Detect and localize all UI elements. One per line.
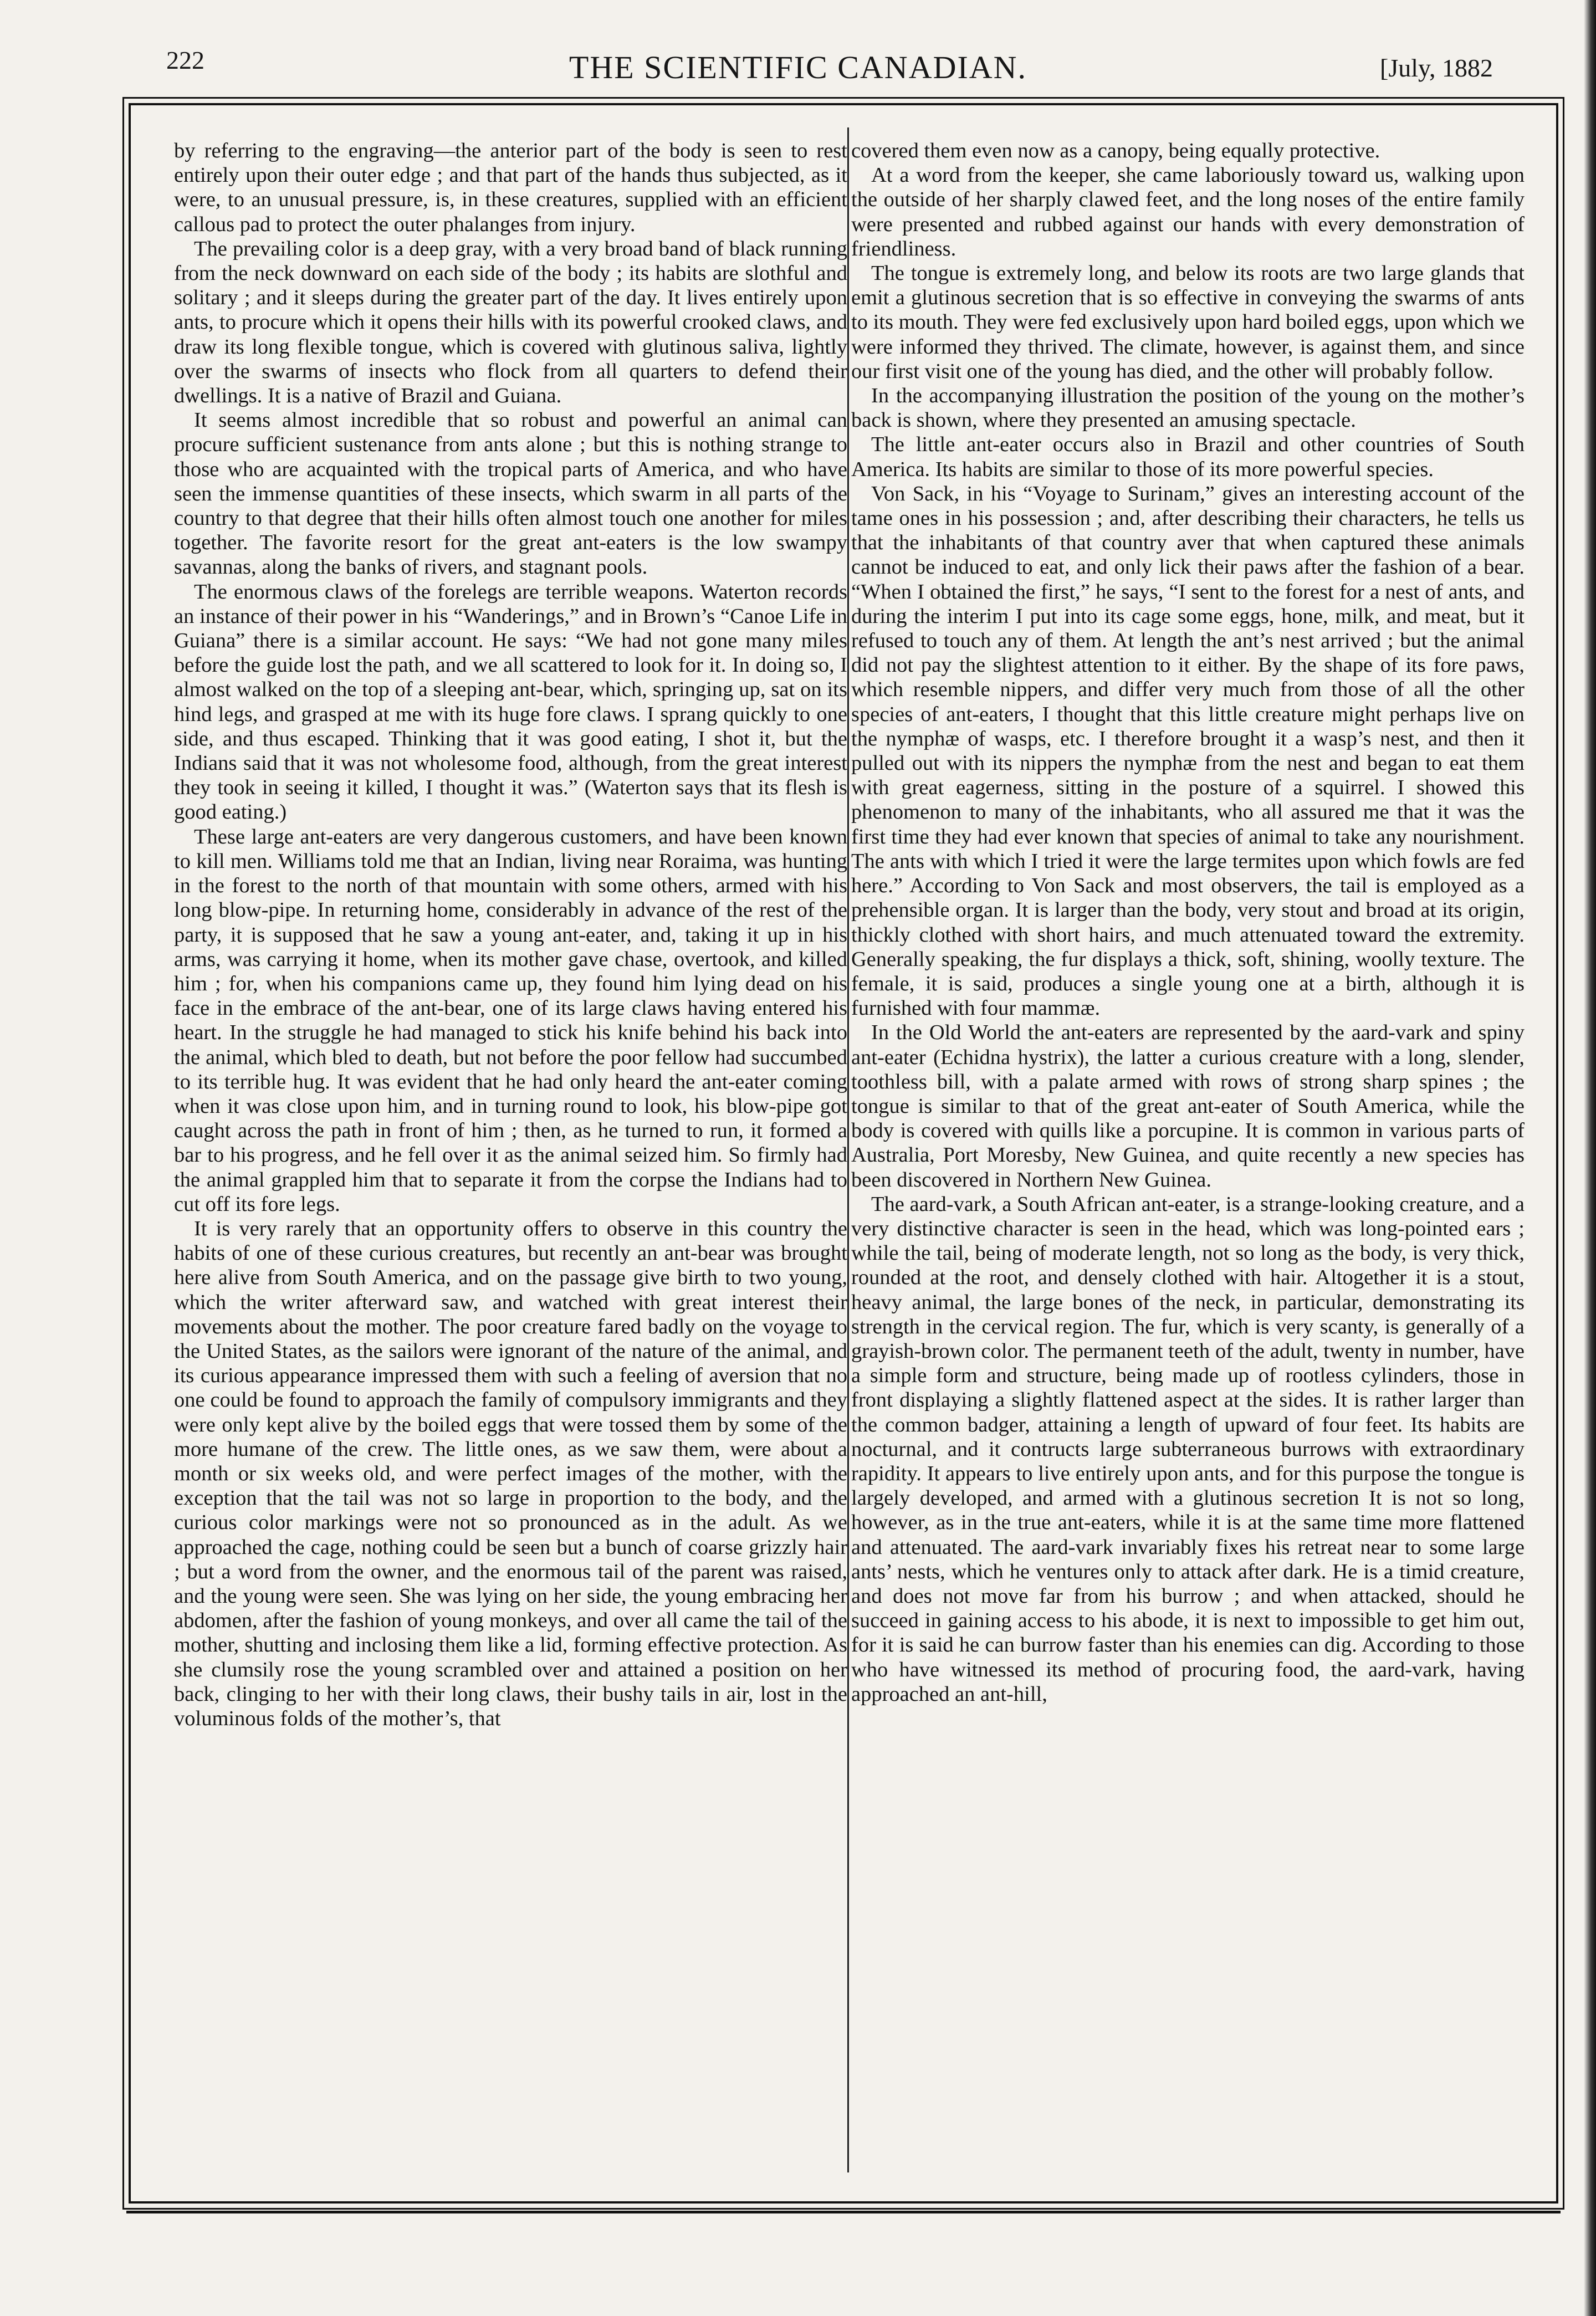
paragraph: In the accompanying illustration the position of the young on the mother’s back is shown, where they presented an amusing spectacle.: [851, 384, 1525, 432]
paragraph: The aard-vark, a South African ant-eater, is a strange-looking creature, and a very distinctive character is seen in the head, which was long-pointed ears ; while the tail, being of moderate length, not so long as the body, is very thick, rounded at the root, and densely clothed with hair. Altogether it is a stout, heavy animal, the large bones of the neck, in particular, demonstrating its strength in the cervical region. The fur, which is very scanty, is generally of a grayish-brown color. The permanent teeth of the adult, twenty in number, have a simple form and structure, being made up of rootless cylinders, those in front displaying a slightly flattened aspect at the sides. It is rather larger than the common badger, attaining a length of upward of four feet. Its habits are nocturnal, and it contructs large subterraneous burrows with extraordinary rapidity. It appears to live entirely upon ants, and for this purpose the tongue is largely developed, and armed with a glutinous secretion It is not so long, however, as in the true ant-eaters, while it is at the same time more flattened and attenuated. The aard-vark invariably fixes his retreat near to some large ants’ nests, which he ventures only to attack after dark. He is a timid creature, and does not move far from his burrow ; and when attacked, should he succeed in gaining access to his abode, it is next to impossible to get him out, for it is said he can burrow faster than his enemies can dig. According to those who have witnessed its method of procuring food, the aard-vark, having approached an ant-hill,: [851, 1192, 1525, 1706]
page-number: 222: [166, 46, 204, 74]
paragraph: The prevailing color is a deep gray, with a very broad band of black running from the neck downward on each side of the body ; its habits are slothful and solitary ; and it sleeps during the greater part of the day. It lives entirely upon ants, to procure which it opens their hills with its powerful crooked claws, and draw its long flexible tongue, which is covered with glutinous saliva, lightly over the swarms of insects who flock from all quarters to defend their dwellings. It is a native of Brazil and Guiana.: [174, 237, 847, 408]
right-column: [851, 139, 1525, 2167]
paragraph: The enormous claws of the forelegs are terrible weapons. Waterton records an instance of their power in his “Wanderings,” and in Brown’s “Canoe Life in Guiana” there is a similar account. He says: “We had not gone many miles before the guide lost the path, and we all scattered to look for it. In doing so, I almost walked on the top of a sleeping ant-bear, which, springing up, sat on its hind legs, and grasped at me with its huge fore claws. I sprang quickly to one side, and thus escaped. Thinking that it was good eating, I shot it, but the Indians said that it was not wholesome food, although, from the great interest they took in seeing it killed, I thought it was.” (Waterton says that its flesh is good eating.): [174, 580, 847, 824]
paragraph: These large ant-eaters are very dangerous customers, and have been known to kill men. Williams told me that an Indian, living near Roraima, was hunting in the forest to the north of that mountain with some others, armed with his long blow-pipe. In returning home, considerably in advance of the rest of the party, it is supposed that he saw a young ant-eater, and, taking it up in his arms, was carrying it home, when its mother gave chase, overtook, and killed him ; for, when his companions came up, they found him lying dead on his face in the embrace of the ant-bear, one of its large claws having entered his heart. In the struggle he had managed to stick his knife behind his back into the animal, which bled to death, but not before the poor fellow had succumbed to its terrible hug. It was evident that he had only heard the ant-eater coming when it was close upon him, and in turning round to look, his blow-pipe got caught across the path in front of him ; then, as he turned to run, it formed a bar to his progress, and he fell over it as the animal seized him. So firmly had the animal grappled him that to separate it from the corpse the Indians had to cut off its fore legs.: [174, 825, 847, 1216]
page-edge-shadow: [1584, 0, 1596, 2316]
paragraph: It seems almost incredible that so robust and powerful an animal can procure sufficient sustenance from ants alone ; but this is nothing strange to those who are acquainted with the tropical parts of America, and who have seen the immense quantities of these insects, which swarm in all parts of the country to that degree that their hills often almost touch one another for miles together. The favorite resort for the great ant-eaters is the low swampy savannas, along the banks of rivers, and stagnant pools.: [174, 408, 847, 579]
paragraph: by referring to the engraving—the anterior part of the body is seen to rest entirely upon their outer edge ; and that part of the hands thus subjected, as it were, to an unusual pressure, is, in these creatures, supplied with an efficient callous pad to protect the outer phalanges from injury.: [174, 139, 847, 236]
paragraph: At a word from the keeper, she came laboriously toward us, walking upon the outside of her sharply clawed feet, and the long noses of the entire family were presented and rubbed against our hands with every demonstration of friendliness.: [851, 163, 1525, 260]
paragraph: The tongue is extremely long, and below its roots are two large glands that emit a glutinous secretion that is so effective in conveying the swarms of ants to its mouth. They were fed exclusively upon hard boiled eggs, upon which we were informed they thrived. The climate, however, is against them, and since our first visit one of the young has died, and the other will probably follow.: [851, 262, 1525, 383]
paragraph: It is very rarely that an opportunity offers to observe in this country the habits of one of these curious creatures, but recently an ant-bear was brought here alive from South America, and on the passage give birth to two young, which the writer afterward saw, and watched with great interest their movements about the mother. The poor creature fared badly on the voyage to the United States, as the sailors were ignorant of the nature of the animal, and its curious appearance impressed them with such a feeling of aversion that no one could be found to approach the family of compulsory immigrants and they were only kept alive by the boiled eggs that were tossed them by some of the more humane of the crew. The little ones, as we saw them, were about a month or six weeks old, and were perfect images of the mother, with the exception that the tail was not so large in proportion to the body, and the curious color markings were not so pronounced as in the adult. As we approached the cage, nothing could be seen but a bunch of coarse grizzly hair ; but a word from the owner, and the enormous tail of the parent was raised, and the young were seen. She was lying on her side, the young embracing her abdomen, after the fashion of young monkeys, and over all came the tail of the mother, shutting and inclosing them like a lid, forming effective protection. As she clumsily rose the young scrambled over and attained a position on her back, clinging to her with their long claws, their bushy tails in air, lost in the voluminous folds of the mother’s, that: [174, 1216, 847, 1730]
paragraph: The little ant-eater occurs also in Brazil and other countries of South America. Its habits are similar to those of its more powerful species.: [851, 433, 1525, 481]
issue-date: [July, 1882: [1380, 54, 1493, 82]
paragraph: covered them even now as a canopy, being equally protective.: [851, 139, 1380, 162]
column-rule: [847, 127, 849, 2172]
page-header: [0, 0, 1596, 100]
paragraph: Von Sack, in his “Voyage to Surinam,” gives an interesting account of the tame ones in his possession ; and, after describing their characters, he tells us that the inhabitants of that country aver that when captured these animals cannot be induced to eat, and only lick their paws after the fashion of a bear. “When I obtained the first,” he says, “I sent to the forest for a nest of ants, and during the interim I put into its cage some eggs, hone, milk, and meat, but it refused to touch any of them. At length the ant’s nest arrived ; but the animal did not pay the slightest attention to it either. By the shape of its fore paws, which resemble nippers, and differ very much from those of all the other species of ant-eaters, I thought that this little creature might perhaps live on the nymphæ of wasps, etc. I therefore brought it a wasp’s nest, and then it pulled out with its nippers the nymphæ from the nest and began to eat them with great eagerness, sitting in the posture of a squirrel. I showed this phenomenon to many of the inhabitants, who all assured me that it was the first time they had ever known that species of animal to take any nourishment. The ants with which I tried it were the large termites upon which fowls are fed here.” According to Von Sack and most observers, the tail is employed as a prehensible organ. It is larger than the body, very stout and broad at its origin, thickly clothed with short hairs, and much attenuated toward the extremity. Generally speaking, the fur displays a thick, soft, shining, woolly texture. The female, it is said, produces a single young one at a birth, although it is furnished with four mammæ.: [851, 482, 1525, 1020]
masthead-title: THE SCIENTIFIC CANADIAN.: [569, 49, 1027, 85]
article-frame: [129, 103, 1558, 2203]
left-column: [174, 139, 847, 2167]
paragraph: In the Old World the ant-eaters are represented by the aard-vark and spiny ant-eater (Echidna hystrix), the latter a curious creature with a long, slender, toothless bill, with a palate armed with rows of strong sharp spines ; the tongue is similar to that of the great ant-eater of South America, while the body is covered with quills like a porcupine. It is common in various parts of Australia, Port Moresby, New Guinea, and quite recently a new species has been discovered in Northern New Guinea.: [851, 1021, 1525, 1192]
